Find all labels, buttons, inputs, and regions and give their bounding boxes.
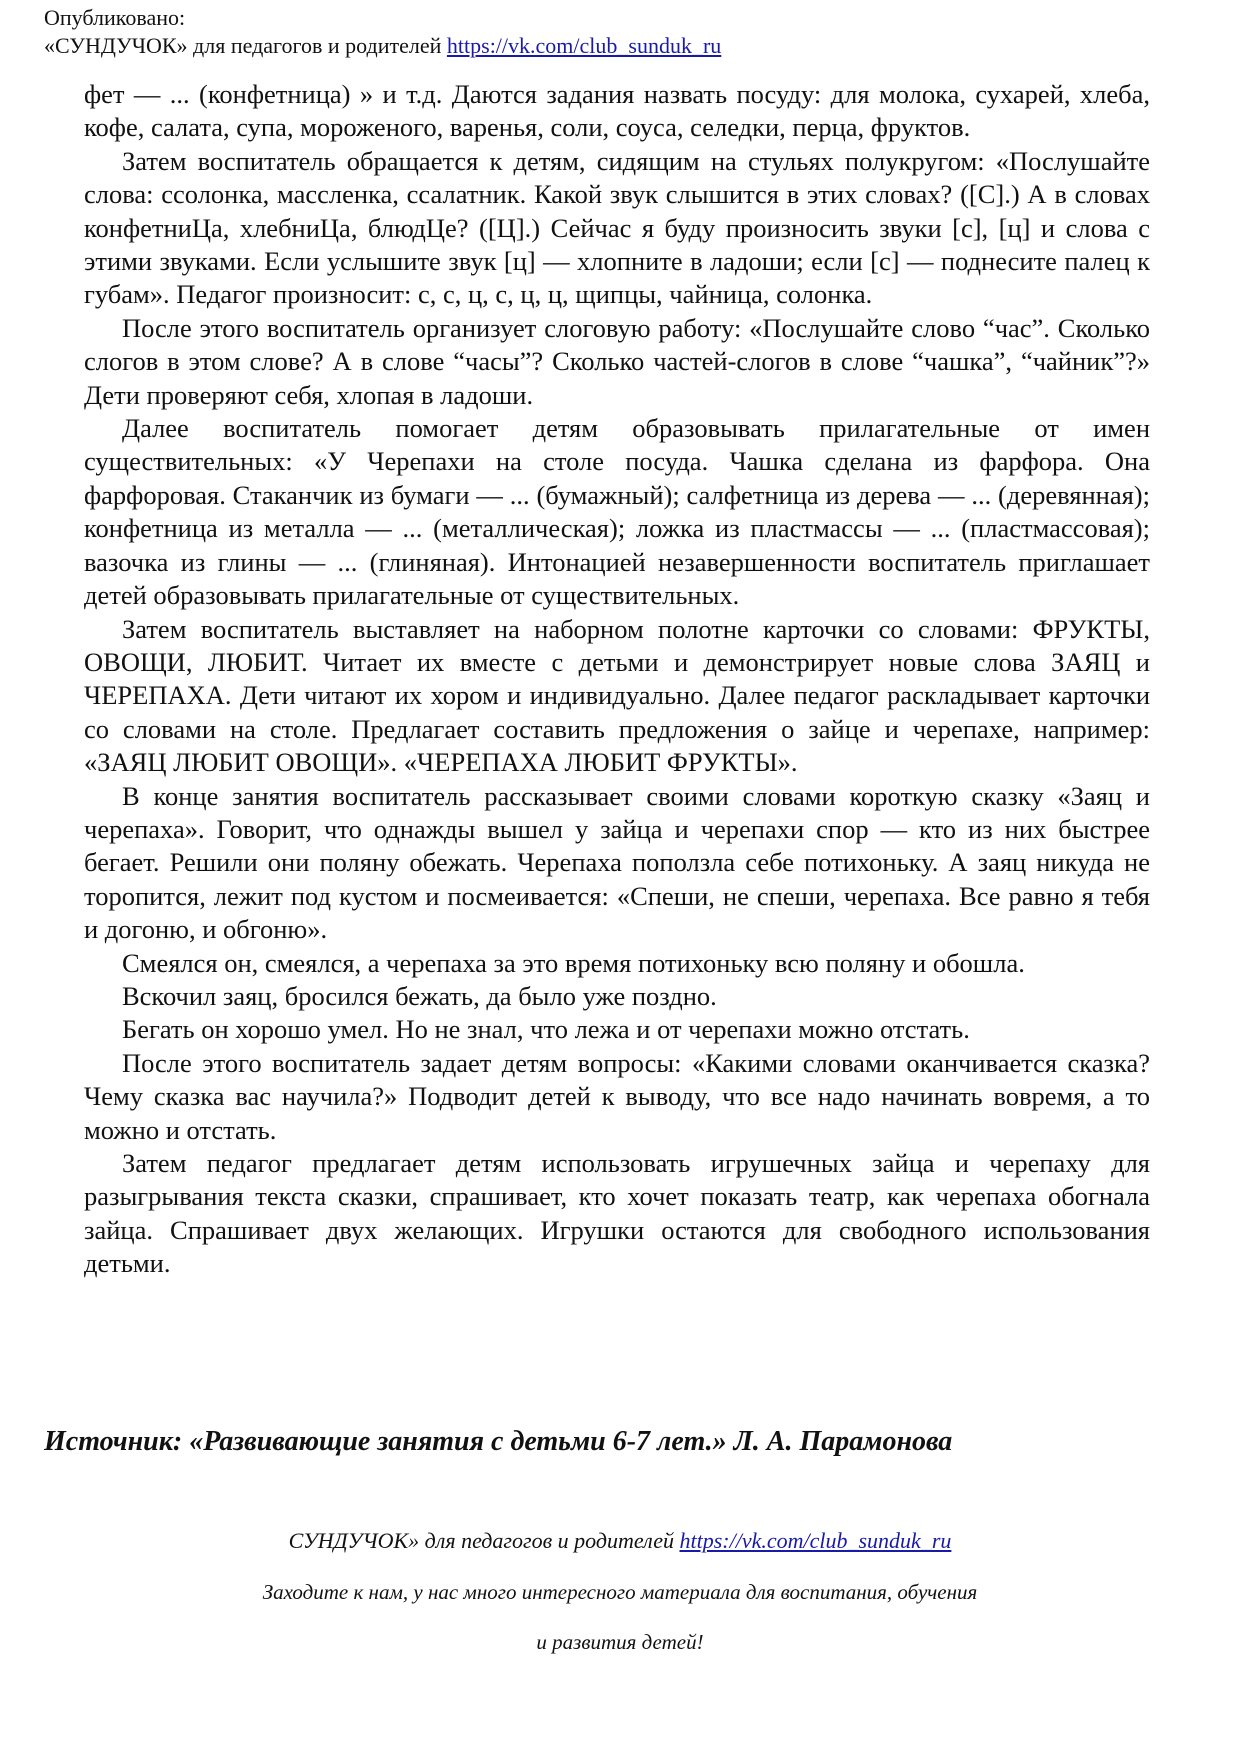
paragraph: фет — ... (конфетница) » и т.д. Даются задания назвать посуду: для молока, сухарей, хлеба, кофе, салата, супа, мороженого, варенья, соли, соуса, селедки, перца, фруктов.	[84, 79, 1150, 143]
paragraph: В конце занятия воспитатель рассказывает своими словами короткую сказку «Заяц и черепаха». Говорит, что однажды вышел у зайца и черепахи спор — кто из них быстрее бегает. Решили они поляну обежать. Черепаха поползла себе потихоньку. А заяц никуда не торопится, лежит под кустом и посмеивается: «Спеши, не спеши, черепаха. Все равно я тебя и догоню, и обгоню».	[84, 780, 1150, 945]
paragraph: Затем педагог предлагает детям использовать игрушечных зайца и черепаху для разыгрывания текста сказки, спрашивает, кто хочет показать театр, как черепаха обогнала зайца. Спрашивает двух желающих. Игрушки остаются для свободного использования детьми.	[84, 1148, 1150, 1279]
source-citation: Источник: «Развивающие занятия с детьми 6-7 лет.» Л. А. Парамонова	[44, 1426, 953, 1457]
publication-header	[44, 4, 721, 60]
paragraph: Бегать он хорошо умел. Но не знал, что лежа и от черепахи можно отстать.	[122, 1014, 970, 1045]
paragraph: Затем воспитатель выставляет на наборном полотне карточки со словами: ФРУКТЫ, ОВОЩИ, ЛЮБИТ. Читает их вместе с детьми и демонстрирует новые слова ЗАЯЦ и ЧЕРЕПАХА. Дети читают их хором и индивидуально. Далее педагог раскладывает карточки со словами на столе. Предлагает составить предложения о зайце и черепахе, например: «ЗАЯЦ ЛЮБИТ ОВОЩИ». «ЧЕРЕПАХА ЛЮБИТ ФРУКТЫ».	[84, 613, 1150, 778]
footer-link[interactable]: https://vk.com/club_sunduk_ru	[679, 1528, 952, 1553]
footer-invite-end: и развития детей!	[536, 1630, 704, 1654]
header-link[interactable]: https://vk.com/club_sunduk_ru	[446, 33, 722, 58]
footer-org: СУНДУЧОК» для педагогов и родителей	[288, 1528, 674, 1553]
article-body	[84, 78, 1150, 1281]
footer-org-line	[0, 1528, 1240, 1554]
paragraph: После этого воспитатель задает детям вопросы: «Какими словами оканчивается сказка? Чему сказка вас научила?» Подводит детей к выводу, что все надо начинать вовремя, а то можно и отстать.	[84, 1047, 1150, 1145]
published-label: Опубликовано:	[44, 5, 186, 30]
footer-invite: Заходите к нам, у нас много интересного материала для воспитания, обучения	[262, 1580, 978, 1604]
paragraph: Смеялся он, смеялся, а черепаха за это время потихоньку всю поляну и обошла.	[122, 947, 1025, 978]
paragraph: Затем воспитатель обращается к детям, сидящим на стульях полукругом: «Послушайте слова: ссолонка, массленка, ссалатник. Какой звук слышится в этих словах? ([С].) А в словах конфетниЦа, хлебниЦа, блюдЦе? ([Ц].) Сейчас я буду произносить звуки [с], [ц] и слова с этими звуками. Если услышите звук [ц] — хлопните в ладоши; если [с] — поднесите палец к губам». Педагог произносит: с, с, ц, с, ц, ц, щипцы, чайница, солонка.	[84, 145, 1150, 310]
paragraph: Далее воспитатель помогает детям образовывать прилагательные от имен существительных: «У Черепахи на столе посуда. Чашка сделана из фарфора. Она фарфоровая. Стаканчик из бумаги — ... (бумажный); салфетница из дерева — ... (деревянная); конфетница из металла — ... (металлическая); ложка из пластмассы — ... (пластмассовая); вазочка из глины — ... (глиняная). Интонацией незавершенности воспитатель приглашает детей образовывать прилагательные от существительных.	[84, 413, 1150, 611]
header-org: «СУНДУЧОК» для педагогов и родителей	[44, 33, 442, 58]
paragraph: Вскочил заяц, бросился бежать, да было уже поздно.	[122, 980, 717, 1011]
paragraph: После этого воспитатель организует слоговую работу: «Послушайте слово “час”. Сколько слогов в этом слове? А в слове “часы”? Сколько частей-слогов в слове “чашка”, “чайник”?» Дети проверяют себя, хлопая в ладоши.	[84, 312, 1150, 410]
header-org-line	[44, 32, 721, 60]
